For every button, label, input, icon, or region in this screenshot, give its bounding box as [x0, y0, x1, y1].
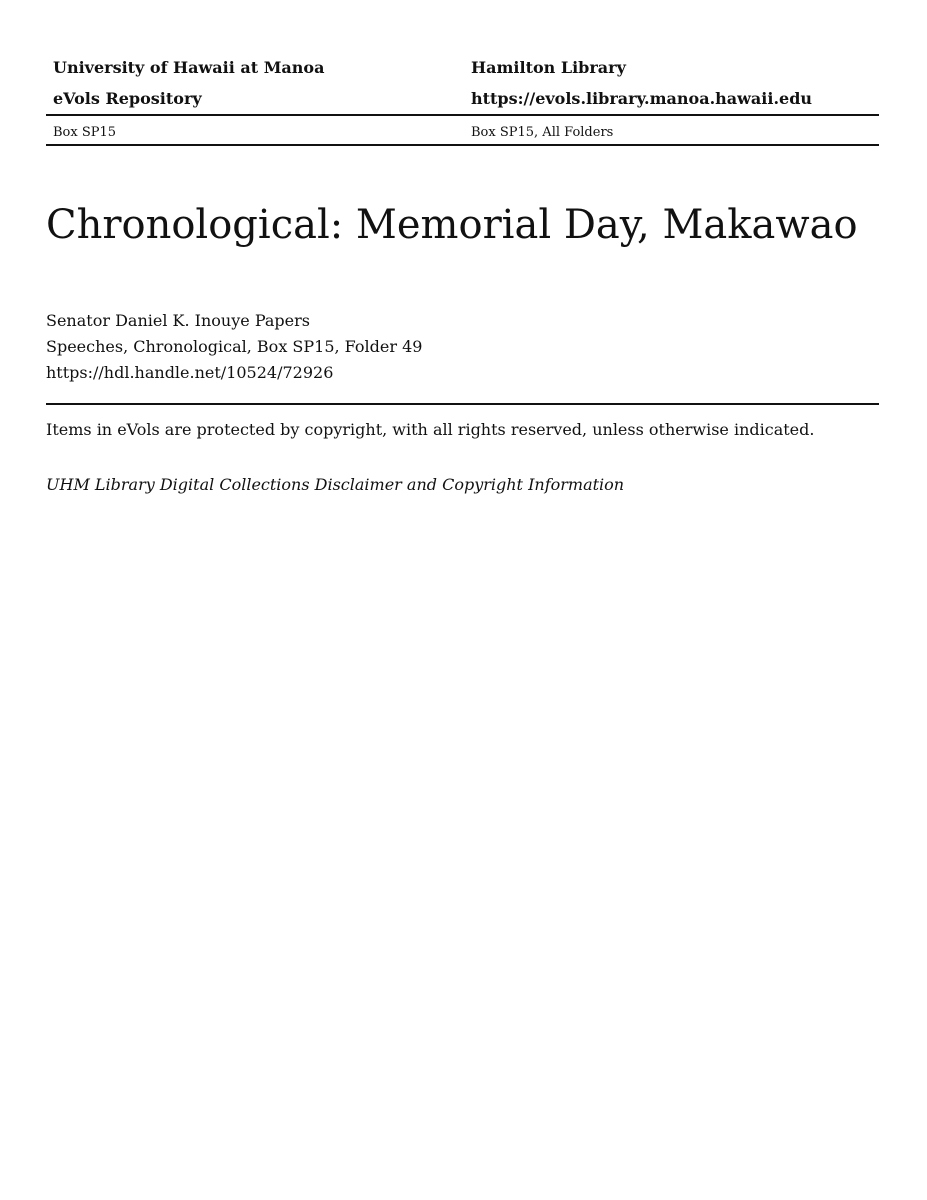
folder-location: Speeches, Chronological, Box SP15, Folder 49: [46, 337, 423, 356]
box-row: [46, 116, 879, 144]
header-row-second: [46, 83, 879, 114]
handle-link[interactable]: https://hdl.handle.net/10524/72926: [46, 363, 334, 382]
header-col-right: [464, 89, 879, 108]
box-folders-label: Box SP15, All Folders: [471, 124, 614, 140]
disclaimer-link[interactable]: UHM Library Digital Collections Disclaimer and Copyright Information: [46, 475, 625, 494]
header-row-top: [46, 52, 879, 83]
box-label: Box SP15: [53, 124, 117, 140]
library-name: Hamilton Library: [471, 58, 626, 77]
document-page: [46, 0, 879, 496]
repository-name: eVols Repository: [53, 89, 202, 108]
content-divider: [46, 403, 879, 405]
header-col-left: [46, 89, 464, 108]
box-col-left: [46, 121, 464, 140]
collection-name: Senator Daniel K. Inouye Papers: [46, 311, 310, 330]
header-divider-bottom: [46, 144, 879, 146]
header-col-right: [464, 58, 879, 77]
institution-name: University of Hawaii at Manoa: [53, 58, 325, 77]
repository-header: [46, 52, 879, 146]
copyright-notice: Items in eVols are protected by copyright, with all rights reserved, unless otherwise indicated.: [46, 420, 815, 439]
repository-url-link[interactable]: https://evols.library.manoa.hawaii.edu: [471, 89, 813, 108]
document-metadata: [46, 308, 879, 386]
box-col-right: [464, 121, 879, 140]
document-title: Chronological: Memorial Day, Makawao: [46, 202, 858, 248]
header-col-left: [46, 58, 464, 77]
